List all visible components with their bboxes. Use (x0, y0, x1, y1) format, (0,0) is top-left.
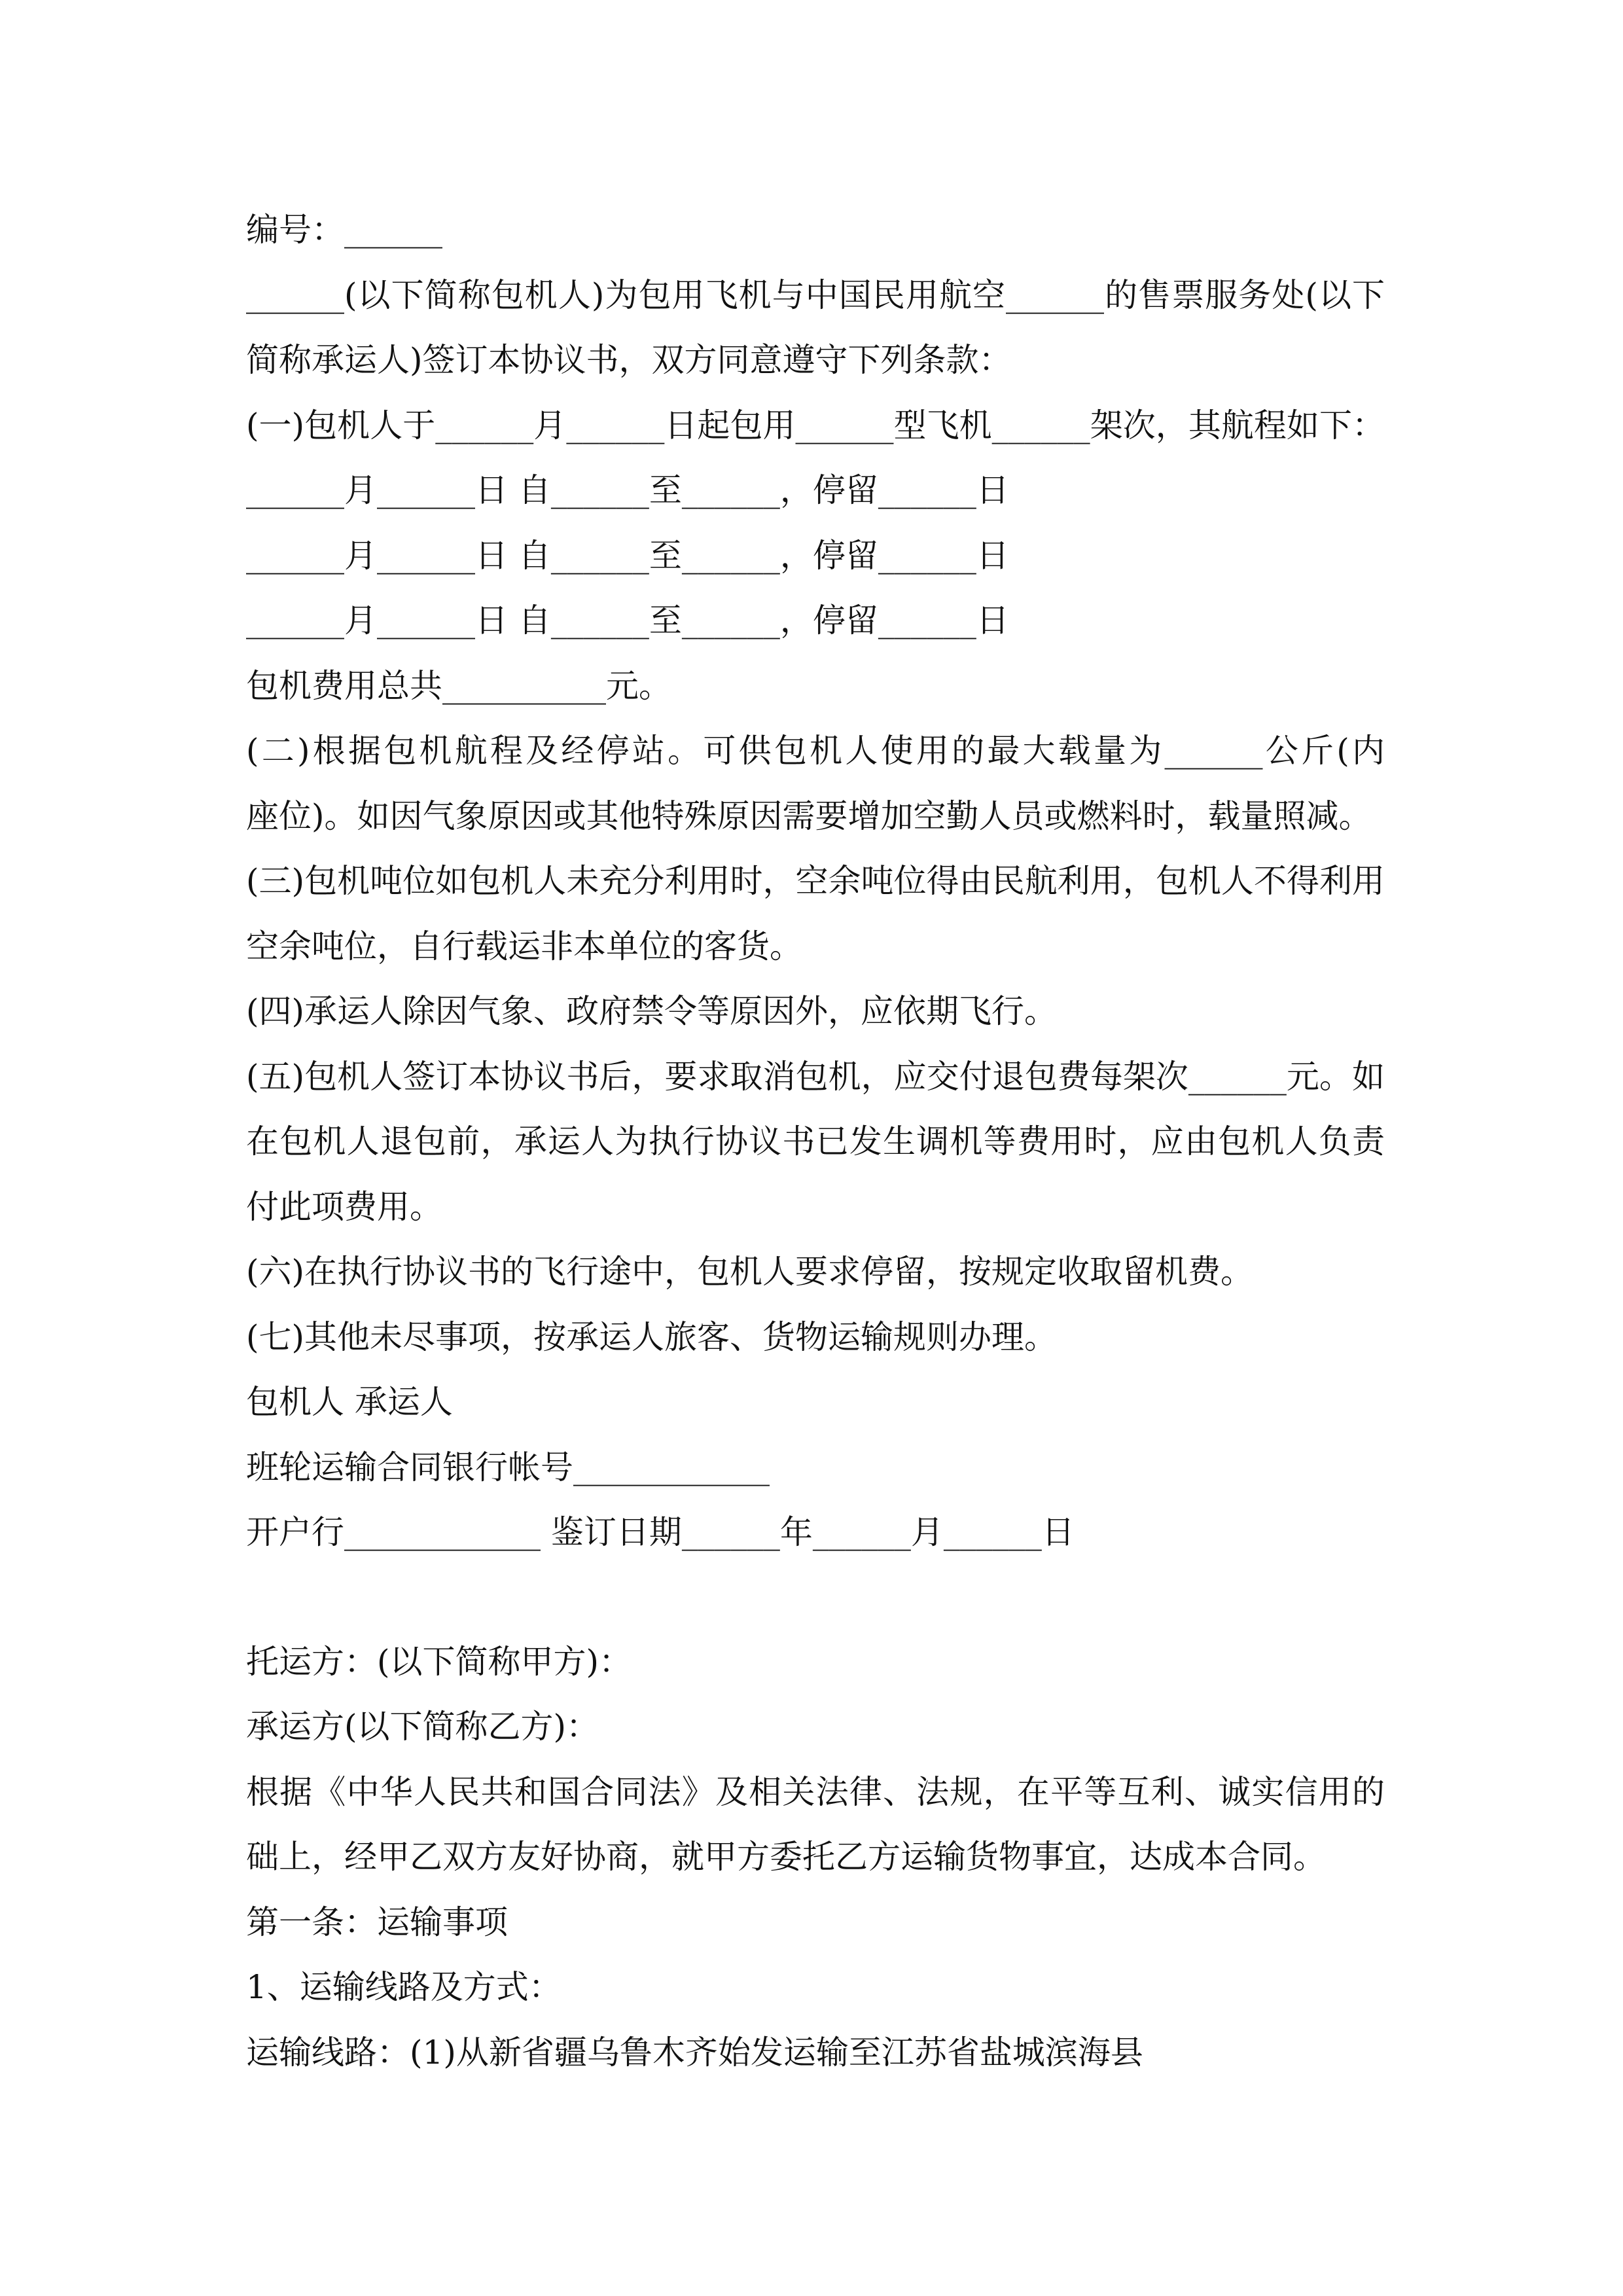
basis-paragraph-line-2: 础上，经甲乙双方友好协商，就甲方委托乙方运输货物事宜，达成本合同。 (246, 1838, 1326, 1876)
route-and-mode-heading: 1、运输线路及方式： (246, 1968, 562, 2006)
document-body (246, 198, 1385, 2085)
clause-4-line: (四)承运人除因气象、政府禁令等原因外，应依期飞行。 (246, 992, 1058, 1030)
clause-5-line-1: (五)包机人签订本协议书后，要求取消包机，应交付退包费每架次______元。如 (246, 1057, 1385, 1096)
clause-6-line: (六)在执行协议书的飞行途中，包机人要求停留，按规定收取留机费。 (246, 1253, 1254, 1291)
clause-2-line-2: 座位)。如因气象原因或其他特殊原因需要增加空勤人员或燃料时，载量照减。 (246, 797, 1372, 835)
basis-paragraph-line-1: 根据《中华人民共和国合同法》及相关法律、法规，在平等互利、诚实信用的 (246, 1772, 1385, 1811)
route-line-3: ______月______日 自______至______，停留______日 (246, 601, 1009, 639)
carrier-line: 承运方(以下简称乙方)： (246, 1708, 599, 1746)
contract-number-line: 编号：______ (246, 211, 442, 249)
bank-and-date-line: 开户行____________ 鉴订日期______年______月______日 (246, 1513, 1075, 1551)
bank-account-line: 班轮运输合同银行帐号____________ (246, 1448, 770, 1486)
transport-route-line: 运输线路：(1)从新省疆乌鲁木齐始发运输至江苏省盐城滨海县 (246, 2033, 1143, 2072)
clause-3-line-2: 空余吨位，自行载运非本单位的客货。 (246, 927, 802, 965)
route-line-1: ______月______日 自______至______，停留______日 (246, 471, 1009, 509)
intro-paragraph-line-2: 简称承运人)签订本协议书，双方同意遵守下列条款： (246, 341, 1012, 379)
route-line-2: ______月______日 自______至______，停留______日 (246, 536, 1009, 575)
consignor-line: 托运方：(以下简称甲方)： (246, 1642, 632, 1681)
clause-5-line-2: 在包机人退包前，承运人为执行协议书已发生调机等费用时，应由包机人负责 (246, 1122, 1385, 1160)
intro-paragraph-line-1: ______(以下简称包机人)为包用飞机与中国民用航空______的售票服务处(以下 (246, 276, 1385, 314)
clause-1-line: (一)包机人于______月______日起包用______型飞机______架次，其航程如下： (246, 406, 1385, 444)
clause-2-line-1: (二)根据包机航程及经停站。可供包机人使用的最大载量为______公斤(内 (246, 732, 1385, 770)
section-gap (246, 1566, 1385, 1630)
clause-5-line-3: 付此项费用。 (246, 1187, 442, 1226)
charter-fee-line: 包机费用总共__________元。 (246, 666, 671, 705)
article-1-heading: 第一条：运输事项 (246, 1903, 508, 1941)
clause-3-line-1: (三)包机吨位如包机人未充分利用时，空余吨位得由民航利用，包机人不得利用 (246, 862, 1385, 900)
clause-7-line: (七)其他未尽事项，按承运人旅客、货物运输规则办理。 (246, 1318, 1058, 1356)
signature-parties-line: 包机人 承运人 (246, 1383, 453, 1421)
